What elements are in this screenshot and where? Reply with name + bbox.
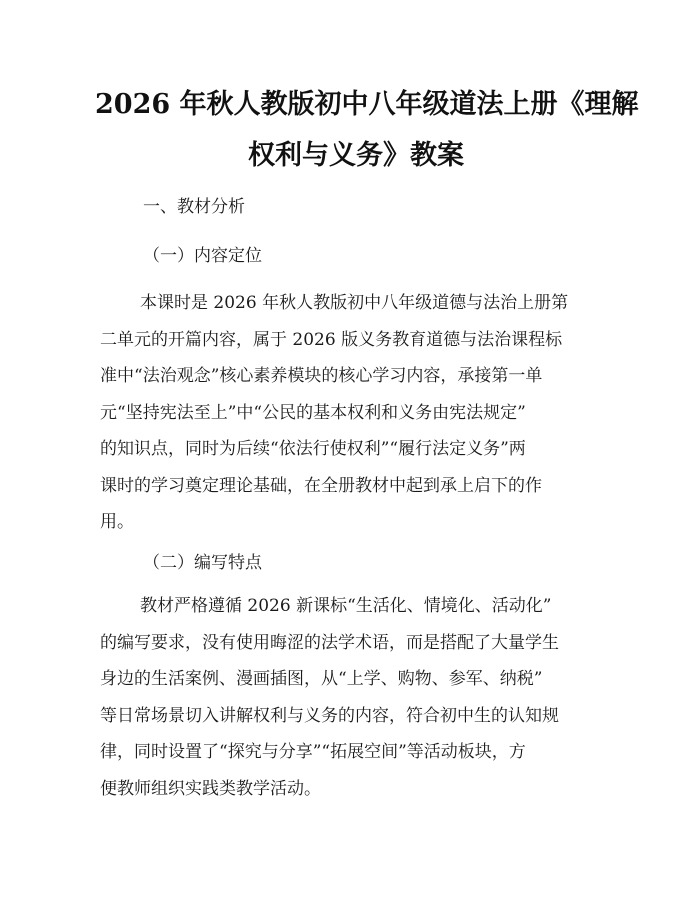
paragraph-line: 二单元的开篇内容，属于 2026 版义务教育道德与法治课程标: [100, 329, 563, 350]
paragraph-line: 本课时是 2026 年秋人教版初中八年级道德与法治上册第: [140, 293, 569, 313]
paragraph-line: 课时的学习奠定理论基础，在全册教材中起到承上启下的作: [100, 475, 542, 496]
subsection-heading-content-positioning: （一）内容定位: [143, 246, 262, 266]
paragraph-line: 便教师组织实践类教学活动。: [100, 778, 321, 799]
paragraph-writing-features: [100, 588, 620, 807]
subsection-heading-writing-features: （二）编写特点: [143, 553, 262, 573]
paragraph-line: 等日常场景切入讲解权利与义务的内容，符合初中生的认知规: [100, 705, 559, 726]
paragraph-line: 教材严格遵循 2026 新课标“生活化、情境化、活动化”: [140, 596, 552, 616]
paragraph-line: 律，同时设置了“探究与分享”“拓展空间”等活动板块，方: [100, 742, 526, 762]
paragraph-line: 元“坚持宪法至上”中“公民的基本权利和义务由宪法规定”: [100, 402, 526, 423]
paragraph-line: 的知识点，同时为后续“依法行使权利”“履行法定义务”两: [100, 439, 526, 459]
paragraph-line: 用。: [100, 512, 134, 532]
paragraph-line: 身边的生活案例、漫画插图，从“上学、购物、参军、纳税”: [100, 669, 543, 689]
paragraph-content-positioning: [100, 285, 620, 541]
paragraph-line: 的编写要求，没有使用晦涩的法学术语，而是搭配了大量学生: [100, 632, 559, 653]
document-title-line-1: 2026 年秋人教版初中八年级道法上册《理解: [95, 89, 639, 120]
section-heading-teaching-material-analysis: 一、教材分析: [143, 197, 245, 217]
document-title-line-2: 权利与义务》教案: [248, 140, 464, 171]
paragraph-line: 准中“法治观念”核心素养模块的核心学习内容，承接第一单: [100, 366, 543, 386]
